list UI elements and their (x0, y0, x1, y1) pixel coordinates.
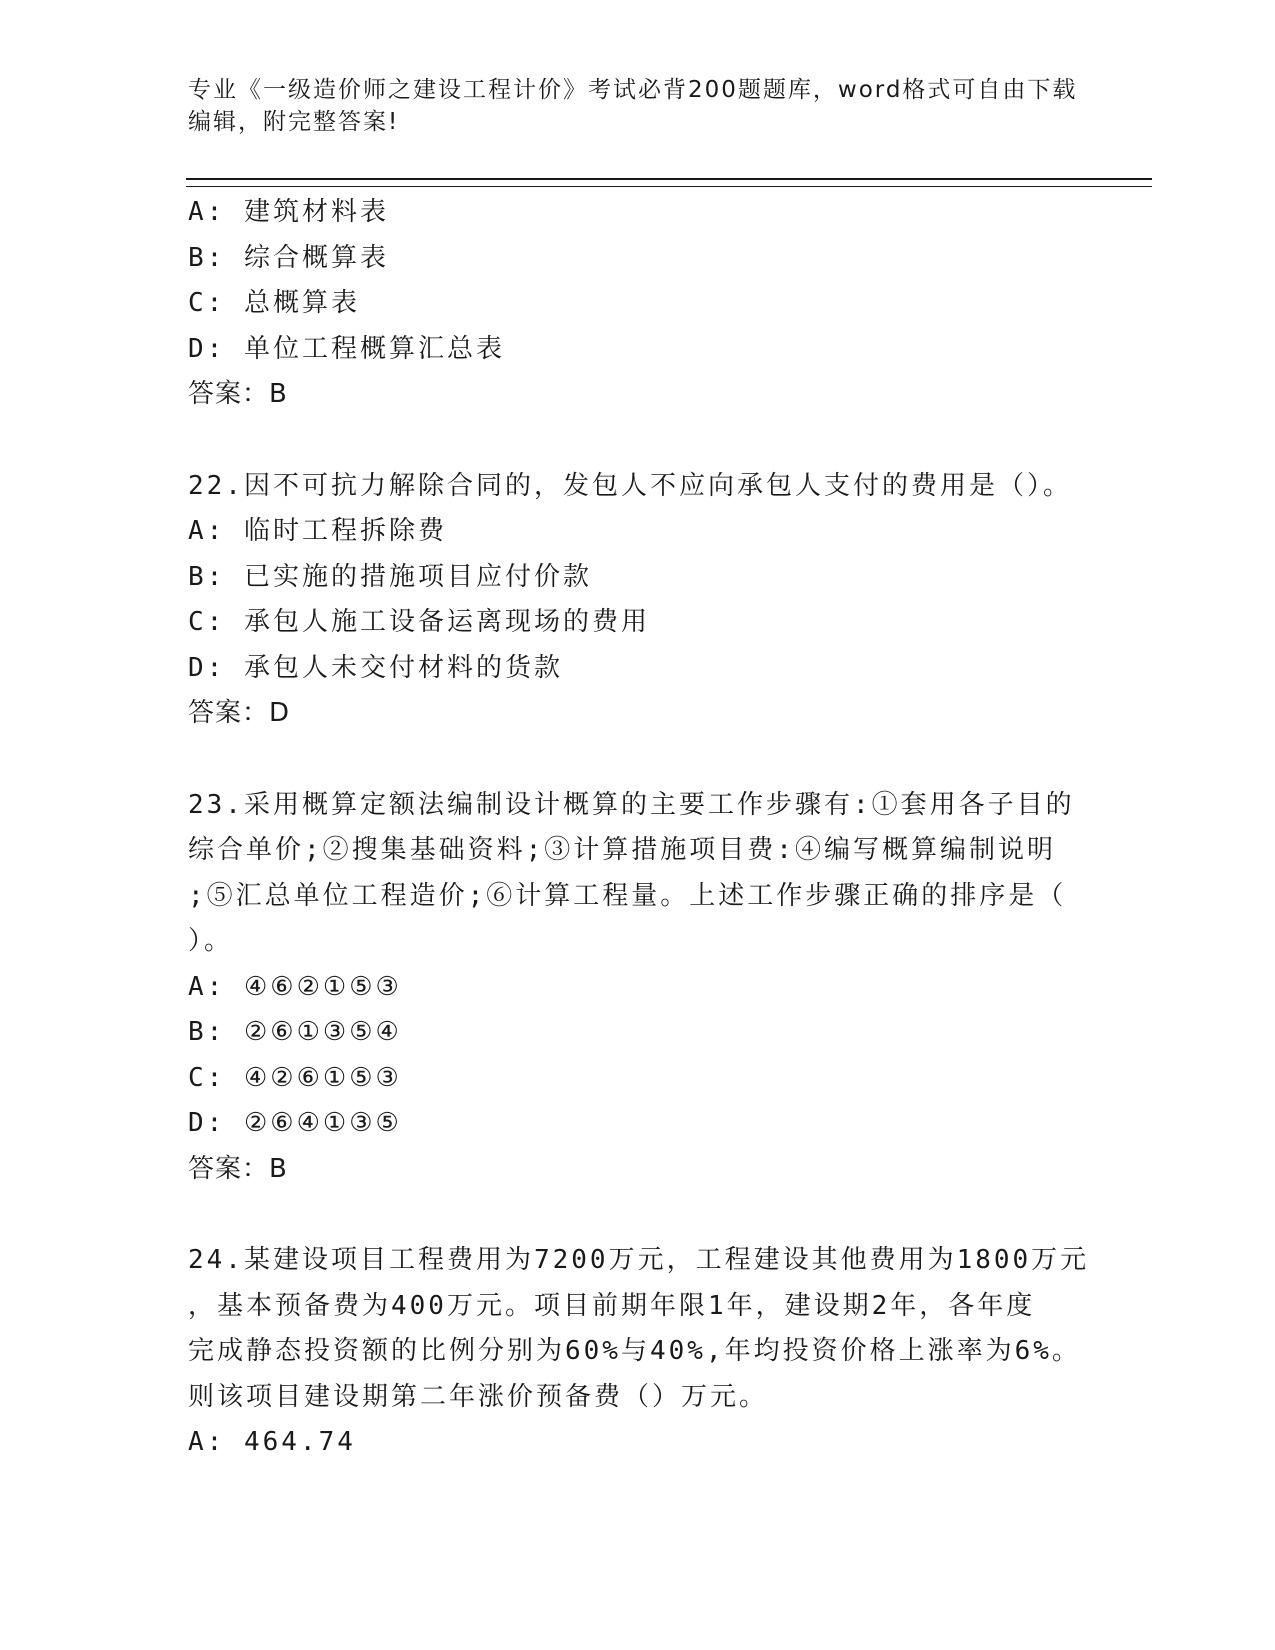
q21-option-b: B: 综合概算表 (188, 242, 389, 273)
q24-stem-line: 24.某建设项目工程费用为7200万元，工程建设其他费用为1800万元 (188, 1245, 1090, 1275)
header-line-2: 编辑，附完整答案! (188, 109, 400, 135)
header-divider (186, 178, 1152, 187)
q24-stem-line: 完成静态投资额的比例分别为60%与40%,年均投资价格上涨率为6%。 (188, 1336, 1081, 1366)
question-list (188, 190, 1088, 1466)
q21-answer: 答案：B (188, 379, 288, 409)
spacer (188, 418, 1088, 464)
document-header (188, 74, 1088, 138)
question-21-block (188, 190, 1088, 418)
spacer (188, 1192, 1088, 1238)
q23-answer: 答案：B (188, 1153, 288, 1184)
q22-option-b: B: 已实施的措施项目应付价款 (188, 561, 592, 592)
question-22-block (188, 464, 1088, 737)
q23-option-b: B: ②⑥①③⑤④ (188, 1017, 402, 1047)
q22-answer: 答案：D (188, 698, 291, 728)
q24-option-a: A: 464.74 (188, 1427, 356, 1457)
q23-option-a: A: ④⑥②①⑤③ (188, 971, 402, 1002)
spacer (188, 737, 1088, 783)
q23-stem-line: ）。 (188, 926, 234, 956)
q22-option-c: C: 承包人施工设备运离现场的费用 (188, 607, 650, 637)
question-24-block (188, 1238, 1088, 1466)
q23-option-d: D: ②⑥④①③⑤ (188, 1108, 402, 1138)
q21-option-c: C: 总概算表 (188, 288, 360, 318)
q22-stem: 22.因不可抗力解除合同的，发包人不应向承包人支付的费用是（）。 (188, 470, 1072, 501)
q22-option-d: D: 承包人未交付材料的货款 (188, 652, 563, 683)
q24-stem-line: 则该项目建设期第二年涨价预备费（）万元。 (188, 1381, 769, 1412)
q24-stem-line: ，基本预备费为400万元。项目前期年限1年，建设期2年，各年度 (188, 1290, 1036, 1321)
header-line-1: 专业《一级造价师之建设工程计价》考试必背200题题库，word格式可自由下载 (188, 77, 1078, 103)
q21-option-d: D: 单位工程概算汇总表 (188, 333, 505, 364)
question-23-block (188, 783, 1088, 1193)
q23-option-c: C: ④②⑥①⑤③ (188, 1062, 402, 1093)
q23-stem-line: ;⑤汇总单位工程造价;⑥计算工程量。上述工作步骤正确的排序是（ (188, 880, 1067, 911)
q23-stem-line: 23.采用概算定额法编制设计概算的主要工作步骤有:①套用各子目的 (188, 789, 1075, 820)
q22-option-a: A: 临时工程拆除费 (188, 516, 447, 546)
q21-option-a: A: 建筑材料表 (188, 197, 389, 227)
q23-stem-line: 综合单价;②搜集基础资料;③计算措施项目费:④编写概算编制说明 (188, 835, 1056, 865)
